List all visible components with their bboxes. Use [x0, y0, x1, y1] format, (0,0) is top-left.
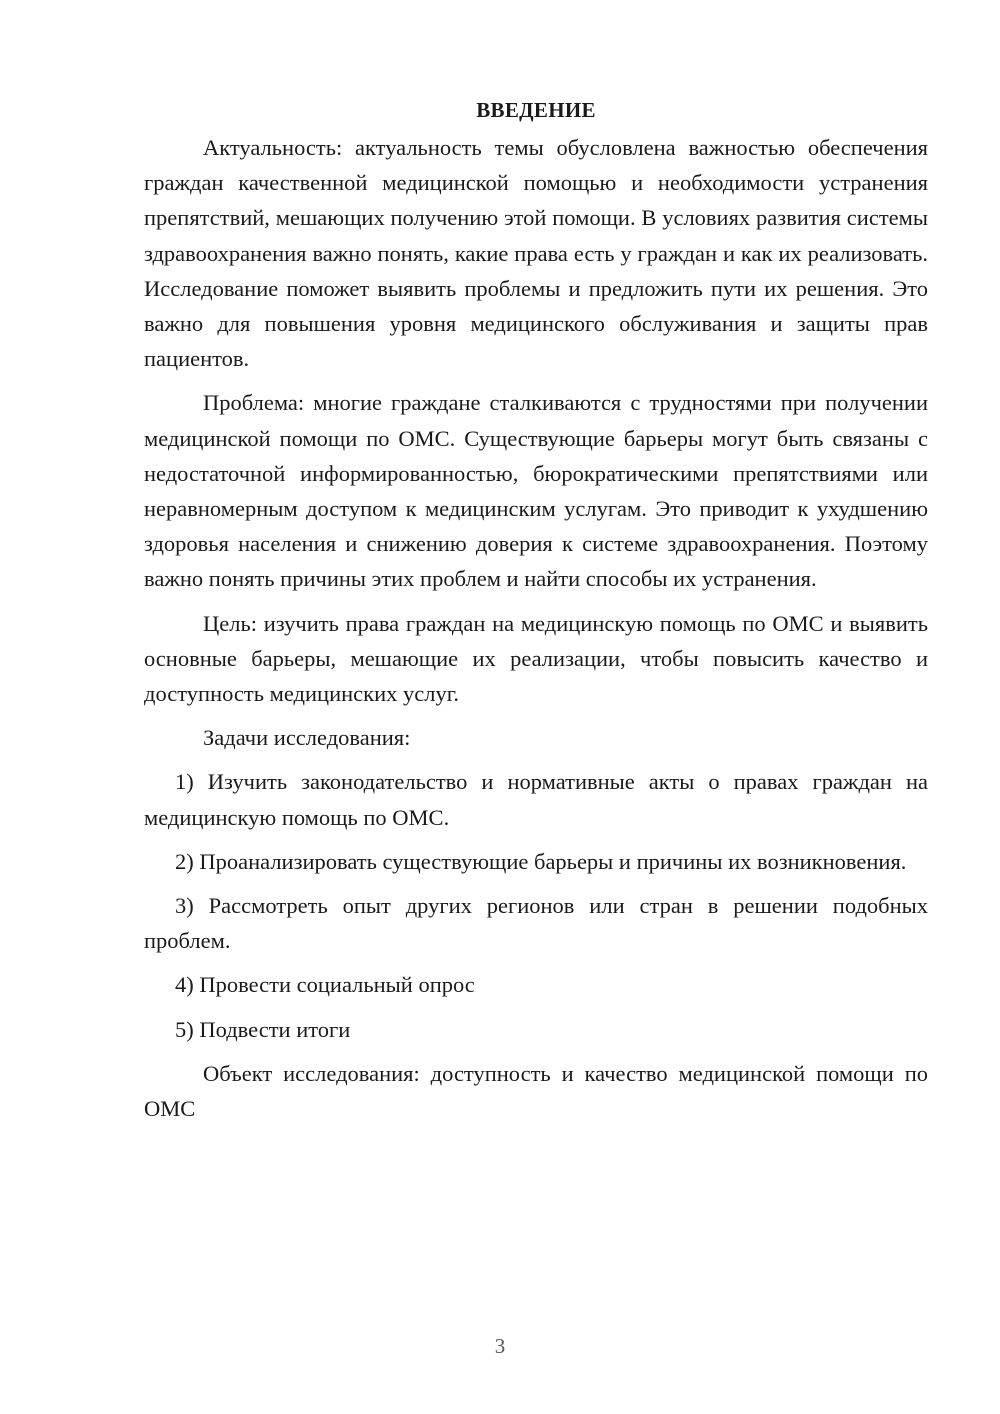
task-item: 4) Провести социальный опрос [175, 972, 475, 998]
page-title: ВВЕДЕНИЕ [476, 98, 596, 122]
task-item: 2) Проанализировать существующие барьеры и причины их возникновения. [175, 848, 907, 874]
paragraph-goal: Цель: изучить права граждан на медицинскую помощь по ОМС и выявить основные барьеры, мешающие их реализации, чтобы повысить качество и доступность медицинских услуг. [144, 610, 928, 707]
tasks-heading: Задачи исследования: [203, 725, 411, 751]
task-item: 1) Изучить законодательство и нормативные акты о правах граждан на медицинскую помощь по ОМС. [144, 769, 928, 830]
document-page [144, 93, 928, 1135]
paragraph-object: Объект исследования: доступность и качество медицинской помощи по ОМС [144, 1060, 928, 1122]
task-item: 5) Подвести итоги [175, 1016, 351, 1042]
paragraph-problem: Проблема: многие граждане сталкиваются с трудностями при получении медицинской помощи по ОМС. Существующие барьеры могут быть связаны с недостаточной информированностью, бюрократическими препятствиями или неравномерным доступом к медицинским услугам. Это приводит к ухудшению здоровья населения и снижению доверия к системе здравоохранения. Поэтому важно понять причины этих проблем и найти способы их устранения. [144, 390, 928, 592]
paragraph-relevance: Актуальность: актуальность темы обусловлена важностью обеспечения граждан качественной медицинской помощью и необходимости устранения препятствий, мешающих получению этой помощи. В условиях развития системы здравоохранения важно понять, какие права есть у граждан и как их реализовать. Исследование поможет выявить проблемы и предложить пути их решения. Это важно для повышения уровня медицинского обслуживания и защиты прав пациентов. [144, 135, 928, 372]
task-item: 3) Рассмотреть опыт других регионов или стран в решении подобных проблем. [144, 893, 928, 954]
page-number: 3 [494, 1334, 506, 1358]
